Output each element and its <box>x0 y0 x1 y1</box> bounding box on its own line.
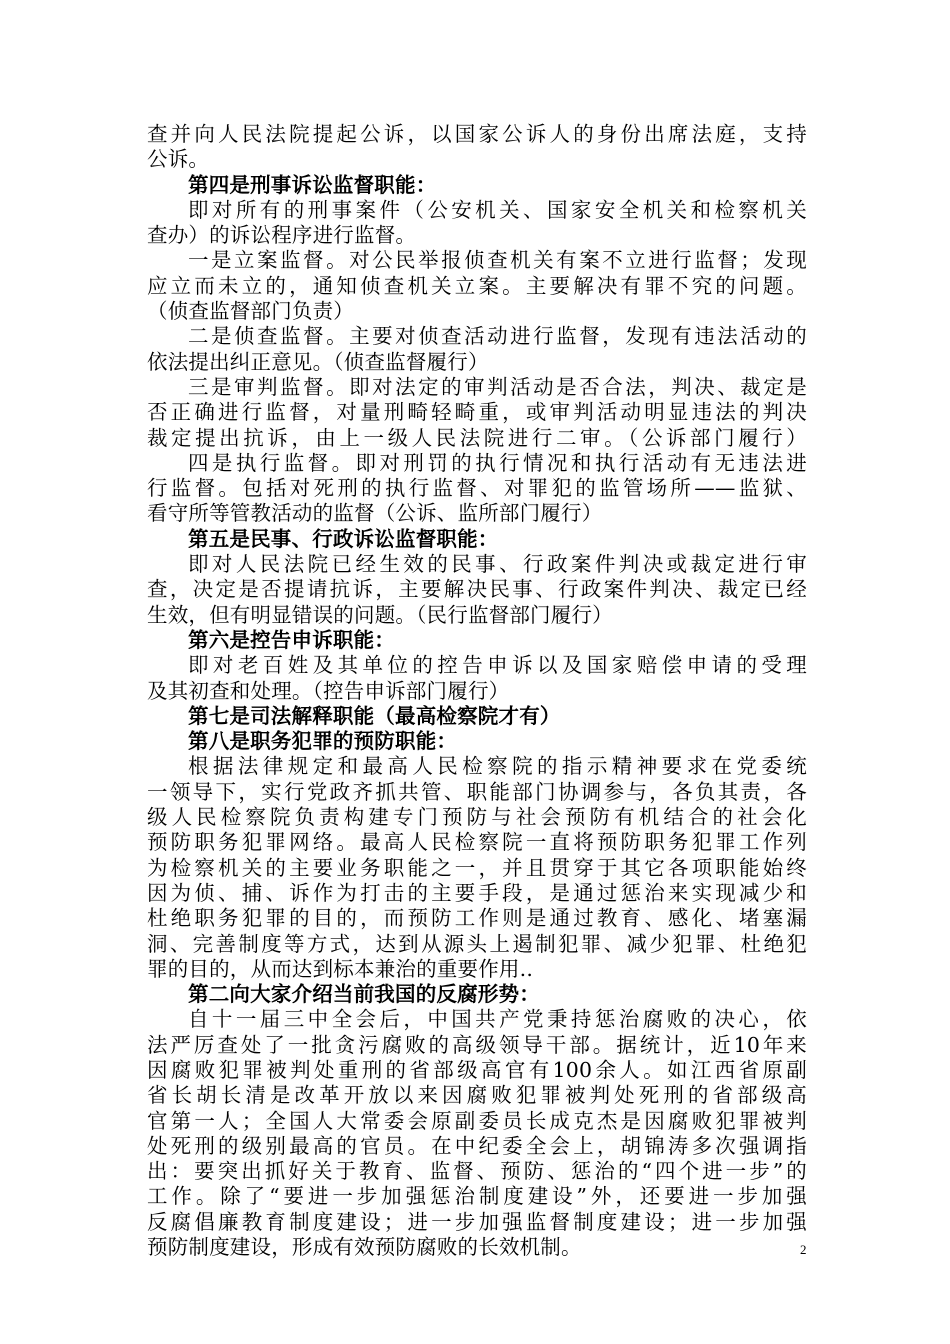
page-number: 2 <box>800 1242 807 1257</box>
text-line: 级人民检察院负责构建专门预防与社会预防有机结合的社会化 <box>147 805 807 830</box>
text-line: 法严厉查处了一批贪污腐败的高级领导干部。据统计，近10年来 <box>147 1032 807 1057</box>
text-line: 一是立案监督。对公民举报侦查机关有案不立进行监督；发现 <box>188 248 807 273</box>
text-line: 官第一人；全国人大常委会原副委员长成克杰是因腐败犯罪被判 <box>147 1108 807 1133</box>
text-line: 即对人民法院已经生效的民事、行政案件判决或裁定进行审 <box>188 552 807 577</box>
text-line: 查，决定是否提请抗诉，主要解决民事、行政案件判决、裁定已经 <box>147 577 807 602</box>
text-line: 否正确进行监督，对量刑畸轻畸重，或审判活动明显违法的判决 <box>147 400 807 425</box>
section-heading: 第八是职务犯罪的预防职能： <box>188 729 458 754</box>
text-line: 查办）的诉讼程序进行监督。 <box>147 223 417 248</box>
text-line: 省长胡长清是改革开放以来因腐败犯罪被判处死刑的省部级高 <box>147 1083 807 1108</box>
text-line: 即对老百姓及其单位的控告申诉以及国家赔偿申请的受理 <box>188 653 807 678</box>
text-line: 预防制度建设，形成有效预防腐败的长效机制。 <box>147 1235 582 1260</box>
text-line: 反腐倡廉教育制度建设；进一步加强监督制度建设；进一步加强 <box>147 1209 807 1234</box>
text-line: 出：要突出抓好关于教育、监督、预防、惩治的“四个进一步”的 <box>147 1159 807 1184</box>
text-line: 四是执行监督。即对刑罚的执行情况和执行活动有无违法进 <box>188 450 807 475</box>
text-line: 公诉。 <box>147 147 210 172</box>
text-line: 三是审判监督。即对法定的审判活动是否合法，判决、裁定是 <box>188 374 807 399</box>
text-line: 洞、完善制度等方式，达到从源头上遏制犯罪、减少犯罪、杜绝犯 <box>147 931 807 956</box>
text-line: 因腐败犯罪被判处重刑的省部级高官有100余人。如江西省原副 <box>147 1057 807 1082</box>
text-line: 依法提出纠正意见。（侦查监督履行） <box>147 349 489 374</box>
text-line: 罪的目的，从而达到标本兼治的重要作用.. <box>147 956 534 981</box>
text-line: 预防职务犯罪网络。最高人民检察院一直将预防职务犯罪工作列 <box>147 830 807 855</box>
text-line: 杜绝职务犯罪的目的，而预防工作则是通过教育、感化、堵塞漏 <box>147 906 807 931</box>
text-line: 处死刑的级别最高的官员。在中纪委全会上，胡锦涛多次强调指 <box>147 1133 807 1158</box>
text-line: 裁定提出抗诉，由上一级人民法院进行二审。（公诉部门履行） <box>147 425 807 450</box>
document-body <box>147 122 807 1260</box>
section-heading: 第七是司法解释职能（最高检察院才有） <box>188 703 561 728</box>
text-line: 看守所等管教活动的监督（公诉、监所部门履行） <box>147 501 603 526</box>
text-line: 生效，但有明显错误的问题。（民行监督部门履行） <box>147 602 613 627</box>
text-line: 及其初查和处理。（控告申诉部门履行） <box>147 678 510 703</box>
text-line: 即对所有的刑事案件（公安机关、国家安全机关和检察机关 <box>188 197 807 222</box>
text-line: 工作。除了“要进一步加强惩治制度建设”外，还要进一步加强 <box>147 1184 807 1209</box>
section-heading: 第五是民事、行政诉讼监督职能： <box>188 526 499 551</box>
text-line: （侦查监督部门负责） <box>147 299 354 324</box>
text-line: 为检察机关的主要业务职能之一，并且贯穿于其它各项职能始终 <box>147 855 807 880</box>
text-line: 查并向人民法院提起公诉，以国家公诉人的身份出席法庭，支持 <box>147 122 807 146</box>
text-line: 自十一届三中全会后，中国共产党秉持惩治腐败的决心，依 <box>188 1007 807 1032</box>
section-heading: 第二向大家介绍当前我国的反腐形势： <box>188 982 540 1007</box>
text-line: 根据法律规定和最高人民检察院的指示精神要求在党委统 <box>188 754 807 779</box>
text-line: 一领导下，实行党政齐抓共管、职能部门协调参与，各负其责，各 <box>147 779 807 804</box>
text-line: 行监督。包括对死刑的执行监督、对罪犯的监管场所——监狱、 <box>147 476 807 501</box>
text-line: 二是侦查监督。主要对侦查活动进行监督，发现有违法活动的 <box>188 324 807 349</box>
text-line: 因为侦、捕、诉作为打击的主要手段，是通过惩治来实现减少和 <box>147 880 807 905</box>
section-heading: 第六是控告申诉职能： <box>188 627 395 652</box>
text-line: 应立而未立的，通知侦查机关立案。主要解决有罪不究的问题。 <box>147 273 807 298</box>
section-heading: 第四是刑事诉讼监督职能： <box>188 172 437 197</box>
